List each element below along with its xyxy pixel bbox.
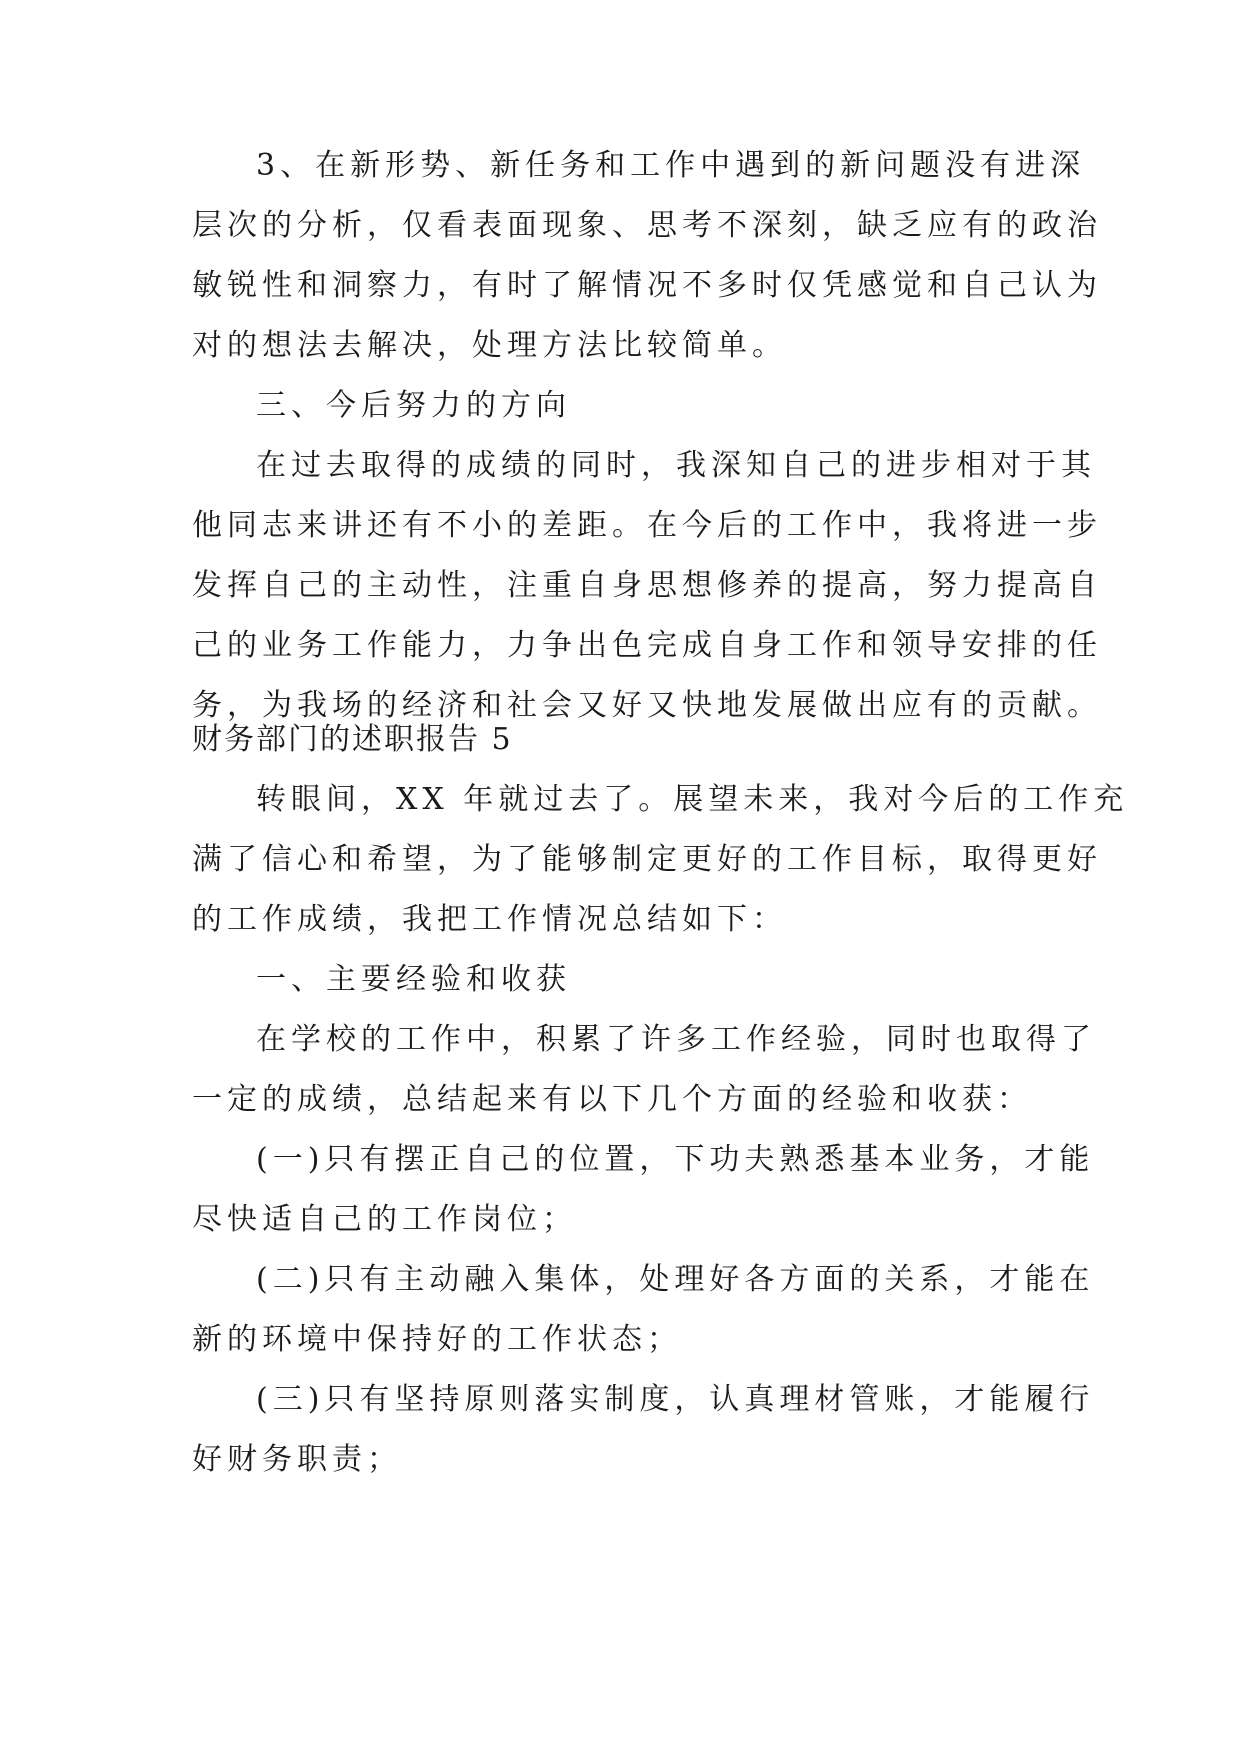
paragraph-line: 在学校的工作中，积累了许多工作经验，同时也取得了: [256, 1022, 1096, 1057]
paragraph-line: 对的想法去解决，处理方法比较简单。: [192, 328, 787, 363]
list-item-line: 好财务职责；: [192, 1442, 402, 1477]
list-item-line: (一)只有摆正自己的位置，下功夫熟悉基本业务，才能: [256, 1142, 1095, 1177]
list-item-line: 尽快适自己的工作岗位；: [192, 1202, 577, 1237]
paragraph-line: 满了信心和希望，为了能够制定更好的工作目标，取得更好: [192, 842, 1102, 877]
paragraph-line: 3、在新形势、新任务和工作中遇到的新问题没有进深: [256, 148, 1086, 183]
paragraph-line: 发挥自己的主动性，注重自身思想修养的提高，努力提高自: [192, 568, 1102, 603]
previous-section-text: [192, 136, 1102, 736]
report-5-section: [192, 710, 1129, 1490]
paragraph-line: 一定的成绩，总结起来有以下几个方面的经验和收获：: [192, 1082, 1032, 1117]
section-heading: 一、主要经验和收获: [256, 962, 571, 997]
paragraph-line: 层次的分析，仅看表面现象、思考不深刻，缺乏应有的政治: [192, 208, 1102, 243]
paragraph-line: 敏锐性和洞察力，有时了解情况不多时仅凭感觉和自己认为: [192, 268, 1102, 303]
list-item-line: (三)只有坚持原则落实制度，认真理材管账，才能履行: [256, 1382, 1095, 1417]
section-heading: 三、今后努力的方向: [256, 388, 571, 423]
paragraph-line: 转眼间，XX 年就过去了。展望未来，我对今后的工作充: [256, 782, 1129, 817]
report-title: 财务部门的述职报告 5: [192, 722, 513, 757]
paragraph-line: 在过去取得的成绩的同时，我深知自己的进步相对于其: [256, 448, 1096, 483]
list-item-line: 新的环境中保持好的工作状态；: [192, 1322, 682, 1357]
paragraph-line: 的工作成绩，我把工作情况总结如下：: [192, 902, 787, 937]
paragraph-line: 己的业务工作能力，力争出色完成自身工作和领导安排的任: [192, 628, 1102, 663]
list-item-line: (二)只有主动融入集体，处理好各方面的关系，才能在: [256, 1262, 1095, 1297]
paragraph-line: 务，为我场的经济和社会又好又快地发展做出应有的贡献。: [192, 688, 1102, 723]
paragraph-line: 他同志来讲还有不小的差距。在今后的工作中，我将进一步: [192, 508, 1102, 543]
